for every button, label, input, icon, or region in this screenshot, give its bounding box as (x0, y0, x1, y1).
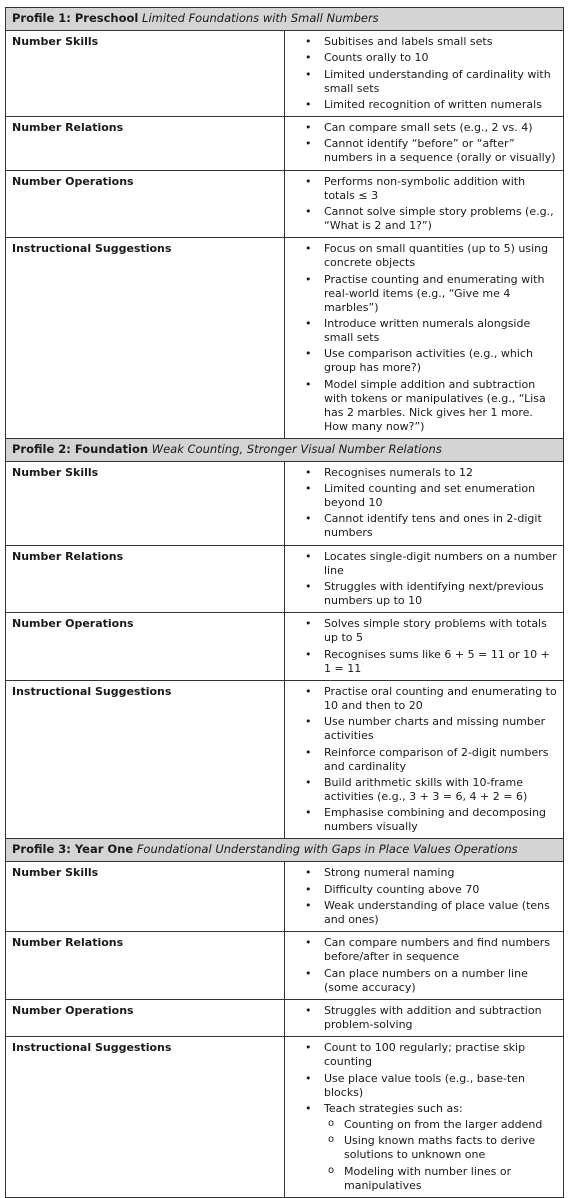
profile-header (6, 438, 564, 461)
profile-title: Profile 3: Year One (12, 842, 134, 857)
row-content (285, 170, 564, 238)
list-item: • Recognises numerals to 12 (291, 466, 557, 480)
list-item: • Recognises sums like 6 + 5 = 11 or 10 + 1 = 11 (291, 648, 557, 676)
profile-row (6, 31, 564, 117)
bullet-list (291, 35, 557, 112)
list-item: • Focus on small quantities (up to 5) using concrete objects (291, 242, 557, 270)
list-item: • Difficulty counting above 70 (291, 883, 557, 897)
sub-list-item: o Counting on from the larger addend (291, 1118, 557, 1132)
profile-row (6, 1037, 564, 1198)
list-item: • Count to 100 regularly; practise skip counting (291, 1041, 557, 1069)
list-item: • Build arithmetic skills with 10-frame activities (e.g., 3 + 3 = 6, 4 + 2 = 6) (291, 776, 557, 804)
list-item: • Cannot identify “before” or “after” numbers in a sequence (orally or visually) (291, 137, 557, 165)
profile-header-row (6, 438, 564, 461)
list-item: • Use comparison activities (e.g., which group has more?) (291, 347, 557, 375)
bullet-list (291, 1041, 557, 1192)
profile-subtitle: Limited Foundations with Small Numbers (142, 11, 379, 25)
bullet-list (291, 242, 557, 433)
profiles-document (5, 7, 564, 1198)
profile-subtitle: Weak Counting, Stronger Visual Number Relations (151, 441, 442, 456)
list-item: • Can place numbers on a number line (some accuracy) (291, 967, 557, 995)
list-item: • Weak understanding of place value (tens and ones) (291, 899, 557, 927)
row-label: Number Skills (6, 862, 285, 932)
list-item: • Practise oral counting and enumerating to 10 and then to 20 (291, 685, 557, 713)
bullet-list (291, 466, 557, 541)
row-content (285, 862, 564, 932)
row-label: Number Operations (6, 999, 285, 1036)
row-content (285, 613, 564, 681)
list-item: • Practise counting and enumerating with real-world items (e.g., “Give me 4 marbles”) (291, 273, 557, 315)
row-label: Number Relations (6, 117, 285, 171)
row-label: Number Operations (6, 170, 285, 238)
profile-row (6, 545, 564, 613)
row-content (285, 238, 564, 438)
row-label: Number Relations (6, 932, 285, 1000)
list-item: • Use number charts and missing number activities (291, 715, 557, 743)
profile-row (6, 238, 564, 438)
profile-subtitle: Foundational Understanding with Gaps in Place Values Operations (136, 842, 518, 857)
sub-list-item: o Modeling with number lines or manipulatives (291, 1165, 557, 1193)
list-item: • Solves simple story problems with totals up to 5 (291, 617, 557, 645)
list-item: • Emphasise combining and decomposing numbers visually (291, 806, 557, 834)
list-item: • Strong numeral naming (291, 866, 557, 880)
row-content (285, 932, 564, 1000)
list-item: • Introduce written numerals alongside small sets (291, 317, 557, 345)
profile-header (6, 839, 564, 862)
profile-header-row (6, 8, 564, 31)
profile-header-row (6, 839, 564, 862)
row-content (285, 680, 564, 838)
profile-title: Profile 1: Preschool (12, 11, 139, 25)
list-item: • Limited counting and set enumeration beyond 10 (291, 482, 557, 510)
profile-row (6, 613, 564, 681)
bullet-list (291, 936, 557, 994)
list-item: • Cannot solve simple story problems (e.g., “What is 2 and 1?”) (291, 205, 557, 233)
list-item: • Performs non-symbolic addition with totals ≤ 3 (291, 175, 557, 203)
bullet-list (291, 175, 557, 233)
list-item: • Teach strategies such as: (291, 1102, 557, 1116)
sub-list-item: o Using known maths facts to derive solutions to unknown one (291, 1134, 557, 1162)
list-item: • Limited recognition of written numerals (291, 98, 557, 112)
profile-row (6, 680, 564, 838)
bullet-list (291, 685, 557, 834)
row-label: Number Operations (6, 613, 285, 681)
list-item: • Can compare small sets (e.g., 2 vs. 4) (291, 121, 557, 135)
list-item: • Locates single-digit numbers on a number line (291, 550, 557, 578)
list-item: • Struggles with identifying next/previous numbers up to 10 (291, 580, 557, 608)
list-item: • Cannot identify tens and ones in 2-digit numbers (291, 512, 557, 540)
bullet-list (291, 866, 557, 927)
profile-row (6, 170, 564, 238)
list-item: • Counts orally to 10 (291, 51, 557, 65)
profile-title: Profile 2: Foundation (12, 441, 149, 456)
list-item: • Can compare numbers and find numbers before/after in sequence (291, 936, 557, 964)
profiles-table (5, 7, 564, 1198)
list-item: • Model simple addition and subtraction with tokens or manipulatives (e.g., “Lisa has 2 marbles. Nick gives her 1 more. How many now?”) (291, 378, 557, 434)
bullet-list (291, 121, 557, 165)
profile-row (6, 862, 564, 932)
row-content (285, 117, 564, 171)
bullet-list (291, 550, 557, 608)
list-item: • Limited understanding of cardinality with small sets (291, 68, 557, 96)
profile-row (6, 999, 564, 1036)
bullet-list (291, 617, 557, 675)
row-content (285, 545, 564, 613)
row-content (285, 999, 564, 1036)
list-item: • Use place value tools (e.g., base-ten blocks) (291, 1072, 557, 1100)
list-item: • Struggles with addition and subtraction problem-solving (291, 1004, 557, 1032)
profile-row (6, 461, 564, 545)
profile-row (6, 117, 564, 171)
row-label: Number Skills (6, 31, 285, 117)
row-content (285, 461, 564, 545)
list-item: • Reinforce comparison of 2-digit numbers and cardinality (291, 746, 557, 774)
row-label: Instructional Suggestions (6, 1037, 285, 1198)
row-content (285, 1037, 564, 1198)
row-label: Instructional Suggestions (6, 680, 285, 838)
bullet-list (291, 1004, 557, 1032)
profile-row (6, 932, 564, 1000)
list-item: • Subitises and labels small sets (291, 35, 557, 49)
row-content (285, 31, 564, 117)
row-label: Instructional Suggestions (6, 238, 285, 438)
row-label: Number Relations (6, 545, 285, 613)
profile-header (6, 8, 564, 31)
row-label: Number Skills (6, 461, 285, 545)
